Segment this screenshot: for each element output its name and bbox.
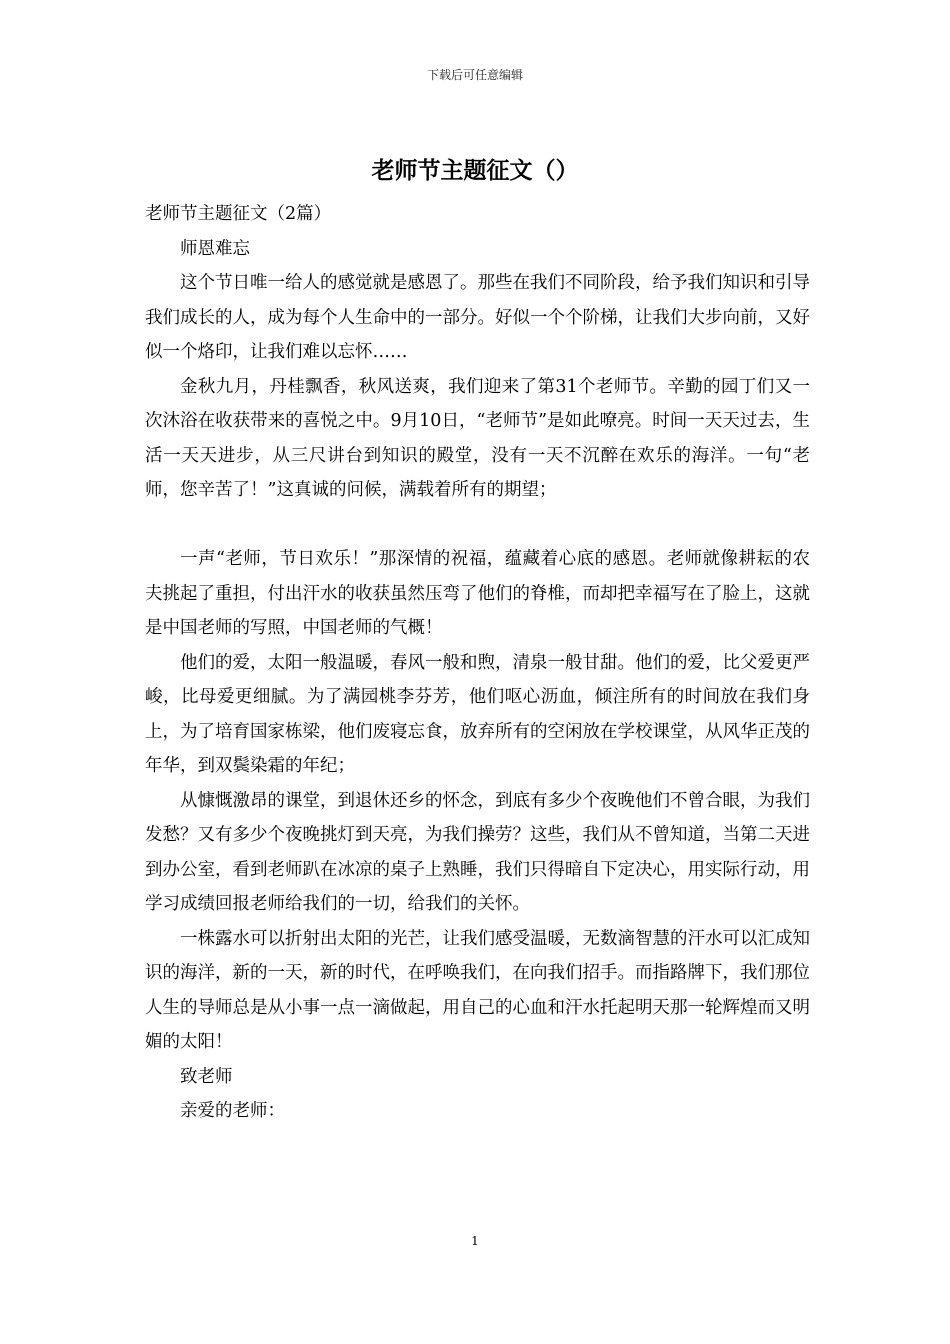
paragraph: 一声“老师，节日欢乐！”那深情的祝福，蕴藏着心底的感恩。老师就像耕耘的农夫挑起了重担，付出汗水的收获虽然压弯了他们的脊椎，而却把幸福写在了脸上，这就是中国老师的写照，中国老师的气概！ bbox=[145, 549, 810, 638]
paragraph: 一株露水可以折射出太阳的光芒，让我们感受温暖，无数滴智慧的汗水可以汇成知识的海洋，新的一天，新的时代，在呼唤我们，在向我们招手。而指路牌下，我们那位人生的导师总是从小事一点一滴做起，用自己的心血和汗水托起明天那一轮辉煌而又明媚的太阳！ bbox=[145, 928, 810, 1052]
paragraph: 这个节日唯一给人的感觉就是感恩了。那些在我们不同阶段，给予我们知识和引导我们成长的人，成为每个人生命中的一部分。好似一个个阶梯，让我们大步向前，又好似一个烙印，让我们难以忘怀…… bbox=[145, 273, 810, 362]
page-number: 1 bbox=[471, 1234, 479, 1248]
document-body bbox=[145, 197, 810, 1129]
paragraph: 金秋九月，丹桂飘香，秋风送爽，我们迎来了第31个老师节。辛勤的园丁们又一次沐浴在收获带来的喜悦之中。9月10日，“老师节”是如此嘹亮。时间一天天过去，生活一天天进步，从三尺讲台到知识的殿堂，没有一天不沉醉在欢乐的海洋。一句“老师，您辛苦了！”这真诚的问候，满载着所有的期望； bbox=[145, 376, 810, 500]
document-subtitle: 老师节主题征文（2篇） bbox=[145, 204, 332, 224]
document-title: 老师节主题征文（） bbox=[371, 157, 579, 184]
section-heading: 师恩难忘 bbox=[180, 238, 250, 259]
blank-line bbox=[145, 508, 810, 543]
section-heading: 致老师 bbox=[180, 1066, 233, 1087]
paragraph: 从慷慨激昂的课堂，到退休还乡的怀念，到底有多少个夜晚他们不曾合眼，为我们发愁？又有多少个夜晚挑灯到天亮，为我们操劳？这些，我们从不曾知道，当第二天进到办公室，看到老师趴在冰凉的桌子上熟睡，我们只得暗自下定决心，用实际行动，用学习成绩回报老师给我们的一切，给我们的关怀。 bbox=[145, 790, 810, 914]
salutation: 亲爱的老师： bbox=[180, 1101, 285, 1121]
paragraph: 他们的爱，太阳一般温暖，春风一般和煦，清泉一般甘甜。他们的爱，比父爱更严峻，比母爱更细腻。为了满园桃李芬芳，他们呕心沥血，倾注所有的时间放在我们身上，为了培育国家栋梁，他们废寝忘食，放弃所有的空闲放在学校课堂，从风华正茂的年华，到双鬓染霜的年纪； bbox=[145, 652, 810, 776]
page-header: 下载后可任意编辑 bbox=[426, 68, 523, 82]
